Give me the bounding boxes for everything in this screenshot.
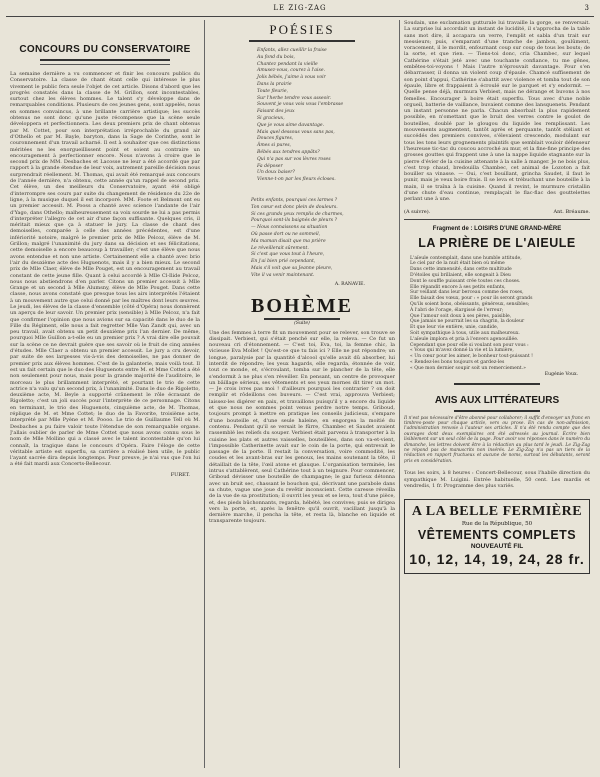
poem-line: En j'ai bien prié cependant, xyxy=(251,259,316,265)
serial-signature: Ant. Bréaume. xyxy=(553,208,590,215)
poem-line: Le réveillerait sûrement. xyxy=(251,245,309,251)
poem-line: Souvent je vous vois vous l'embrasse xyxy=(257,102,344,108)
column-divider xyxy=(399,20,400,768)
serial-continuation: Soudain, une exclamation gutturale lui travaille la gorge, se renversait. La surprise lui accordait un instant de lucidité, il s'approcha de la table sans mot dire, il accapara un verre, l'emplit et sabla d'un trait sur messieurs; puis, s'emparant d'une tranche de jambon, goulûment, voracement, il le mordit, enfournant coup sur coup de tous les bouts; de la sorte, et que rien. — Tiens-toi donc, cria Chambec, sur lequel Cathérine s'était jeté avec une touchante confiance, tu me gênes, embêtes-toi-voyons ! Mais l'autre n'éprouvait davantage. Pour s'en débarrasser, il donna un violent coup d'épaule. Chamcé suffisement de son point d'appui, Cathérine s'abattit avec violence et tomba tout de son épaule, libre et frappaient à écroulé sur le parquet et s'y endormit. — Quelle pense déjà, murmura Verbiest, mais ne dérange et buvons à nos femelles. Encourager à boire était superflu. Tous avec d'une noble orgueil, batterie de vaillance, buvaient comme des lansquenets. Pendant un instant personne ne parla. Chacun absorbait la plus rapidement possible, en n'omettant que le bruit des verres contre le goulot de bouteilles, doublé par le glougou du liquide les remplissant. Les mouvements augmentent, tantôt après et perquante, tantôt stéliant et succédés des premiers convives, s'élevaient crescendo, modulant sur tous les tons leurs grognements plaintifs que semblait vouloir défenseur l'heureuse tic-tac du coucou accroché au mur, et la fine-fine principe des grosses gouttes qui frappent une à une la nappe liquide stagnante sur la pierre d'évier de la cuisine attenante à la salle à manger. Je ne bois plus, c'est trop chaud, bredouilla Chambec, cet animal de Lozoton a fait bouiller sa vinasse. — Oui, c'est bouillant, grincha Saudet, il faut le punir, mais je veux boire frais. Il se leva et trébuchant une bouteille à la main, il se traîna à la cuisine. Quand il revint, le murmure cristallin d'une chute d'eau continue, remplaçait le flac-flac des gouttelettes perlant une à une. xyxy=(404,20,590,203)
poem-line: Qui n'a pas sur vos lèvres roses xyxy=(257,156,331,162)
title-rule xyxy=(40,59,170,61)
poem-line: Sur l'herbe tendre vous asseoir. xyxy=(257,95,332,101)
ad-headline: VÊTEMENTS COMPLETS xyxy=(417,528,577,543)
poem-line: Au fond du bois, xyxy=(257,54,295,60)
prayer-line: Et que leur vie entière, unie, candide, xyxy=(410,325,499,331)
prayer-line: Dans cette immensité, dans cette multitude xyxy=(410,267,512,273)
prayer-line: Le ciel par de la nuit était bien où même xyxy=(410,261,505,267)
fragment-box xyxy=(404,219,590,232)
prayer-line: Elle faisait des vœux, pour : « pour ils seront grands xyxy=(410,296,533,302)
section-title: POÉSIES xyxy=(269,22,335,37)
article-signature: FURET. xyxy=(170,471,190,478)
prayer-title: LA PRIÈRE DE L'AIEULE xyxy=(418,235,576,250)
poem-line: Ma maman disait que ma prière xyxy=(251,238,326,244)
column-one xyxy=(10,20,200,770)
poem-line: Si c'est que vous tout à l'heure, xyxy=(251,252,325,258)
poem-line: Jolis bébés, j'aime à vous voir xyxy=(257,75,326,81)
prayer-line: « Vous qui m'avez donné la vie et la lumière, xyxy=(410,348,514,354)
article-body: La semaine dernière a vu commencer et finir les concours publics du Conservatoire. La classe de chant étant celle qui intéresse le plus vivement le public fera seule l'objet de cet article. Disons d'abord que les progrès constatés dans la classe de M. Grillon, sont incontestables, surtout chez les élèves hommes. Le talent s'y développe dans de remarquables conditions. Plusieurs de ces jeunes gens, sont appelés, nous en sommes convaincus, à une brillante carrière artistique; les succès obtenus ne sont donc qu'une juste récompense que la scène seule développera et perfectionnera. Les deux premiers prix de chant obtenus par M. Cottet, pour son interprétation irréprochable du grand air d'Othello et par M. Bayle, baryton, dans la Sage de Corinthe, sont le couronnement d'un travail acharné. Il est à souhaiter que ces distinctions méritées ne les enorgueillissent point et soient au contraire un encouragement à perfectionner encore. Nous n'avons à croire que le second prix de MM. Desbaches et Lacosse ne leur a été accordé que par rapport à la grande étendue de leur voix, autrement pareille décision nous surprendrait réellement. M. Thomas, qui avait été remarqué aux concours de l'année dernière, n'a obtenu, cette année qu'un rappel de second prix. Cet élève, un des meilleurs du Conservatoire, ayant été obligé d'interrompre ses cours par suite du changement de résidence du 22e de ligne, à la musique duquel il est incorporé. MM. Foote et Belmont ont eu un premier accessit. M. Pooss a chanté avec science l'andante de l'air d'Yago, dans Othello; malheureusement sa voix sourde ne lui a pas permis d'interpréter l'allegro de cet air d'une façon suffisante. Quelques cris, il méritait mieux que ça à statuer le jury. La classe de chant des demoiselles, comparée à celle des années précédentes, est d'une infériorité notoire, malgré le premier prix de Mlle Pelcoz, élève de M. Grillon; malgré l'unanimité du jury dans sa décision et ses félicitations, cette demoiselle a encore beaucoup à travailler; c'est une élève que nous avons entendue et non une artiste. Certainement elle a chanté avec brio l'air du deuxième acte des Huguenots, mais il y a bien mieux. Le second prix de Mlle Claer, élève de Mlle Pouget, est un encouragement au travail constant de cette jeune fille. Quant à celui accordé à Mlle Cl-Ilide Pelcoz, nous nous abstiendrons d'en parler. Citons un premier accessit à Mlle Grange et un second à Mlle Alumsny, élève de Mlle Pouget. Dans cette classe, nous avons constaté que presque tous les airs interprétés l'étaient à un mouvement autre que celui donné par les maîtres dont leurs œuvres. Le jeudi, les élèves de la classe d'ensemble (côté d'Opéra) nous donnèrent un aperçu de leur savoir. Un premier prix (sensible) à Mlle Pelcoz, n'a fait que confirmer l'opinion que nous avions sur sa capacité dans le duo de la Fille du Régiment, elle nous a fait regretter Mlle Van Zandt qui, avec un peu travail, avait obtenu un petit deuxième prix l'an dernier. De même, pourquoi Mlle Guillon a-t-elle eu un premier prix ? A vrai dire elle pouvait sur la scène ce ne devrait guère que ses savoir où le fruit de cinq années d'études. Mlle Claer a obtenu un premier accessit. Le jury a cru devoir, par suite de ses largesses vis-à-vis des demoiselles, ne pas donner de premier prix aux élèves hommes. C'est de la galanterie, mais voilà tout. Il est un fait certain que le duo des Huguenots entre M. et Mme Cottet a été non seulement pour nous, mais pour la grande majorité de l'auditoire, le morceau le plus brillamment interprété, et pourtant le trio de cette actrice n'a valu qu'un second prix, à l'unanimité. Dans le duo de Rigoletto, deuxième acte, M. Beyle a supporté crânement le rôle écrasant de Rigoletto; c'est un joli succès pour l'interprète de ce personnage. Citons en terminant, le trio des Huguenots, cinquième acte, de M. Thomas, réplique de M. et Mme Cottet; le duo de la Favorite, troisième acte, interprété par Mlle Pyène et M. Poooo. Le trio de Guillaume Tell où M. Desbaches a pu faire valoir toute l'étendue de son remarquable organe. J'allais oublier de parler de Mme Cottet que nous avons connu sous le nom de Mlle Mollino qui a classé avec le talent incontestable qu'on lui connaît, la tragique dans le concours d'Opéra. Faire l'éloge de cette véritable artiste est superflu, sa carrière a réalisé bien utile, le public l'ayant sacrée dira depuis longtemps. Pour preuve, je n'ai vus que l'on lui a été fait mardi aux Concerts-Bellecour. xyxy=(10,71,200,468)
poem-line: Pourquoi sont-ils baignés de pleurs ? xyxy=(251,218,337,224)
title-rule xyxy=(264,318,340,320)
poem-line: Faisant des jeux xyxy=(257,109,295,115)
poem-line: Âmes si pures, xyxy=(257,143,292,149)
poem-line: Mais quel dessous vous sans pas, xyxy=(257,129,335,135)
prayer-line: « Que mon dernier soupir soit un remerciement.» xyxy=(410,365,526,371)
poem-line: Petits enfants, pourquoi ces larmes ? xyxy=(251,197,338,203)
poem xyxy=(257,48,395,184)
poem-line: Enfants, allez cueillir la fraise xyxy=(257,48,327,53)
to-be-continued: (A suivre). xyxy=(404,208,431,215)
poem-line: Où passe dort ou ne sommeil, xyxy=(251,231,321,237)
column-three xyxy=(404,20,590,770)
prayer-signature: Eugénie Voux. xyxy=(544,371,578,377)
advertisement xyxy=(404,499,590,574)
section-rule xyxy=(454,410,540,412)
title-rule xyxy=(249,40,355,42)
poem-line: Si ces grands yeux remplis de charmes, xyxy=(251,211,344,217)
prayer-line: Soit sympathique à tous, utile aux malheureux. xyxy=(410,330,520,336)
newspaper-page xyxy=(6,4,594,774)
prayer-line: Cependant que pour elle si voulant son pour vous : xyxy=(410,342,529,348)
prayer-line: Que jamais ne pourrait les sa chagrin, la douleur xyxy=(410,319,525,325)
poem-line: Un doux baiser? xyxy=(257,170,295,176)
header-rule xyxy=(6,16,594,17)
poem-line: Que je vous aime davantage. xyxy=(257,122,325,128)
prayer-line: L'aïeule contemplait, dans une humble attitude, xyxy=(410,255,522,261)
poem-line: Bébés aux tendres appâts? xyxy=(257,149,320,155)
prayer-line: « Un cœur pour les aimer, le bonheur tout-puissant ! xyxy=(410,354,534,360)
prayer-poem xyxy=(410,256,590,372)
poem-line: — Nous connaissons sa situation xyxy=(251,225,328,231)
ad-address: Rue de la République, 50 xyxy=(461,521,533,528)
prayer-line: À l'abri de l'orage, élargissé de l'erreur; xyxy=(410,307,504,313)
column-two xyxy=(209,20,395,770)
ad-title: A LA BELLE FERMIÈRE xyxy=(411,504,583,520)
section-rule xyxy=(454,383,540,385)
prayer-line: D'étoiles qui brillaient, elle songeait à Dieu xyxy=(410,273,511,278)
poem-line: Vienne-t-on par les fleurs écloses. xyxy=(257,177,336,183)
prayer-line: Que l'amour soit doux à ses pères, paisible, xyxy=(410,313,512,319)
prayer-line: Qu'ils soient bons, obéissants, généreux, sensibles; xyxy=(410,301,530,307)
poem-line: Chantez pendant la vieille xyxy=(257,61,318,67)
notice-title: AVIS AUX LITTÉRATEURS xyxy=(434,394,560,406)
poem-line: Amusez-vous, courez à l'aise. xyxy=(257,68,326,74)
running-header xyxy=(6,4,594,15)
notice-body: Il n'est pas nécessaire d'être abonné pour collaborer; il suffit d'envoyer un franc en timbres-poste pour chaque article, vers ou prose. En cas de non-admission, l'administration renvoie à l'auteur ses articles. Il n'a été rendu compte que des ouvrages dont deux exemplaires ont été adressés au journal. Écrire bien lisiblement sur un seul côté de la page. Pour avoir vos réponses dans le numéro du dimanche, les lettres doivent être à la rédaction au plus tard le jeudi. Le Zig-Zag ne répond pas de manuscrits non insérés. Le Zig-Zag n'a pas un tiers de la rédaction en rapport fructueux et aucune de noms, surtout les débutants, seront pris en considération. xyxy=(404,415,590,464)
ad-subline: NOUVEAUTÉ FIL xyxy=(470,543,524,551)
poem-line: Ton cœur est donc plein de douleurs. xyxy=(251,204,338,210)
prayer-line: Sur veillant dans leur berceau comme des roses, xyxy=(410,290,524,296)
prayer-line: Dont le souffle puissant crée toutes ces choses. xyxy=(410,278,521,284)
serial-footer xyxy=(404,209,590,215)
running-title: LE ZIG-ZAG xyxy=(273,4,327,12)
poem-line: Toute fleurie, xyxy=(257,88,289,94)
poem-line: Si gracieux, xyxy=(257,115,285,121)
poem-line: Mais s'il voit que sa Jeanne pleure, xyxy=(251,265,333,271)
fragment-label: Fragment de : LOISIRS D'UNE GRAND-MÈRE xyxy=(432,225,562,232)
serial-body: Une des femmes à terre fit un mouvement pour se relever, son trouve se dissipait. Verbiest, qui s'était penché sur elle, la releva. — Ce fut un nouveau cri d'étonnement. — C'est toi, Eva, toi, la femme chic, la vicieuse Eva Mollet ! Qu'est-ce que tu fais ici ? Elle ne put répondre; un longue, paralysie par la quantité d'alcool qu'elle avait dû absorber, lui interdit de répondre; les yeux hagards, elle regarda, étonnée de voir, tout ce monde, et, s'écroulant, tomba sur le plancher de la tête, elle s'endormit à ne plus s'en réveiller. En pensant, un centre de provoquer un bâillage sérieux, ses vêtements et ses yeux mornes dit tirer un mot. — Je crois ivres pas moi ! d'ailleurs pourquoi les contrarier ? on doit remplir et rôdeillons ces buveurs. — C'est vrai, approuva Verbiest; laissez-les digérer en paix, et travaillons puisqu'il y a encore du liquide et que nous ne sommes point venus perdre notre temps. Griboud, toujours prompt à mettre en pratique les conseils judicieux, s'empare d'une bouteille et, d'une seule haleine, en engorgea la moitié du contenu. Pendant qu'il se versait le fûrre, Chambec et Saudet avaient rassemblé les reliefs du souper. Verbiest était parvenu à transporter à la cuisine les plats et autres vaisselles, bouteillées, dans son va-et-vient, l'impossible Catherinette avait sur le coin de la porte, qui entrevait le passage de la porte. Il restait la conversation, voire commodité, les coudes et les avant-bras sur les genoux, les mains soutenant la tête, il détaillait de la tête, l'œil atone et glauque. L'organisation terminée, les intrus s'attablèrent, seul Cathérine tout à un teignure. Pour commencer, Griboud dévisser une bouteille de champagne; le gaz furieux détonna avec un bruit sec, chassant le bouchon qui, décrivant une parabole dans sa chute, vague une joue du revêtir inconscient. Cette caresse réveilla de la vue de sa prostitution; il ouvrit les yeux et se leva, tout d'une pièce, et, des pieds bûchonnants, regarda, hébété, les convives; puis se dirigea vers la porte, et, après la fenêtre qu'il ouvrit, vacillant jusqu'à la dernière marche, il pencha la tête, et resta là, blanche en liquide et transparente toujours. xyxy=(209,329,395,525)
poem-line: Dans la prairie xyxy=(257,81,292,87)
page-number: 3 xyxy=(584,4,590,12)
serial-title: BOHÈME xyxy=(250,294,353,317)
poem-signature: A. RANAVIE. xyxy=(334,281,365,287)
poem-line: Vite il va venir maintenant. xyxy=(251,272,315,278)
ad-prices: 10, 12, 14, 19, 24, 28 fr. xyxy=(409,551,585,568)
article-title: CONCOURS DU CONSERVATOIRE xyxy=(19,44,191,55)
poem-line: Fa déposer xyxy=(257,163,283,169)
poem xyxy=(251,198,395,280)
prayer-line: L'aïeule implora et pria à l'envers agenouillée. xyxy=(410,336,519,342)
prayer-line: « Rendez-les bons toujours et gardez-les xyxy=(410,359,505,365)
concert-notice: Tous les soirs, à 8 heures : Concert-Bellecour, sous l'habile direction du sympathique M. Luigini. Entrée habituelle, 50 cent. Les mardis et vendredis, 1 fr. Programme des plus variés. xyxy=(404,470,590,489)
serial-subtitle: (Suite) xyxy=(294,320,310,326)
poem-line: Douces figures, xyxy=(257,136,294,142)
prayer-line: Elle répandit encore à ses petits enfants, xyxy=(410,284,506,290)
column-divider xyxy=(204,20,205,768)
title-rule xyxy=(40,64,170,65)
